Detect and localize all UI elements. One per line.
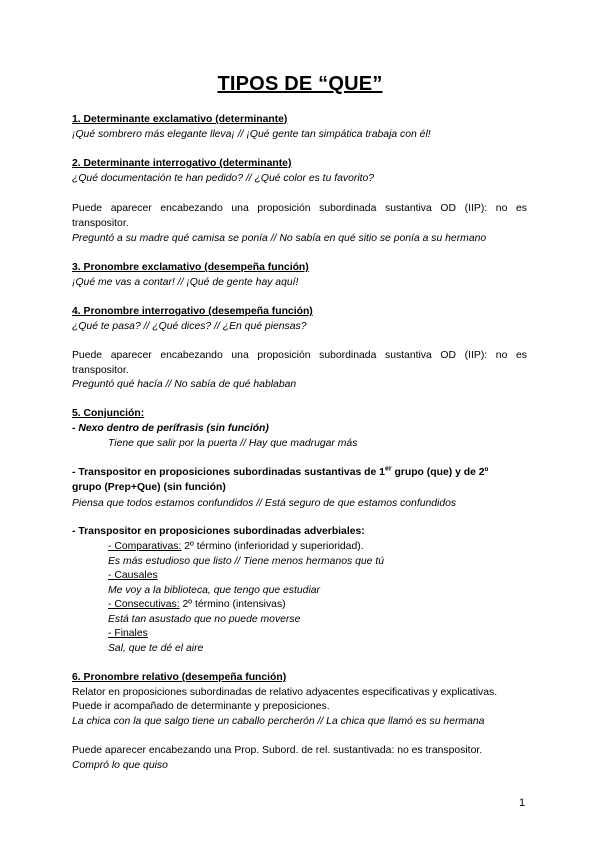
section-4-note-line1: Puede aparecer encabezando una proposición subordinada sustantiva OD (IIP): no es [72,350,527,361]
transpositor-sustantivas-example: Piensa que todos estamos confundidos // Está seguro de que estamos confundidos [72,498,457,509]
section-6-heading: 6. Pronombre relativo (desempeña función) [72,672,287,683]
nexo-perifrasis-label: - Nexo dentro de perífrasis (sin función) [72,423,269,434]
comparativas-example: Es más estudioso que listo // Tiene menos hermanos que tú [108,556,384,567]
section-6-note: Puede aparecer encabezando una Prop. Subord. de rel. sustantivada: no es transpositor. [72,745,483,756]
causales-example: Me voy a la biblioteca, que tengo que estudiar [108,585,320,596]
consecutivas-line [108,598,286,611]
section-2-example: ¿Qué documentación te han pedido? // ¿Qué color es tu favorito? [72,173,375,184]
section-3-heading: 3. Pronombre exclamativo (desempeña función) [72,262,309,273]
section-1-example: ¡Qué sombrero más elegante lleva¡ // ¡Qué gente tan simpática trabaja con él! [72,129,431,140]
transpositor-sustantivas-line2: grupo (Prep+Que) (sin función) [72,482,226,493]
section-4-heading: 4. Pronombre interrogativo (desempeña función) [72,306,313,317]
nexo-perifrasis-example: Tiene que salir por la puerta // Hay que madrugar más [108,438,358,449]
section-4-note-example: Preguntó qué hacía // No sabía de qué hablaban [72,379,297,390]
finales-label: - Finales [108,628,148,639]
section-6-line1: Relator en proposiciones subordinadas de relativo adyacentes especificativas y explicativas. [72,687,498,698]
section-1-heading: 1. Determinante exclamativo (determinante) [72,114,288,125]
section-2-heading: 2. Determinante interrogativo (determinante) [72,158,292,169]
causales-label: - Causales [108,570,158,581]
page-number: 1 [519,797,526,809]
section-5-heading: 5. Conjunción: [72,408,145,419]
section-3-example: ¡Qué me vas a contar! // ¡Qué de gente hay aquí! [72,277,299,288]
page-title: TIPOS DE “QUE” [217,73,383,95]
comparativas-line [108,540,364,553]
consecutivas-example: Está tan asustado que no puede moverse [108,614,301,625]
consecutivas-text: 2º término (intensivas) [179,599,286,610]
transpositor-adverbiales-label: - Transpositor en proposiciones subordinadas adverbiales: [72,526,365,537]
comparativas-label: - Comparativas: [108,541,182,552]
section-2-note-line2: transpositor. [72,218,129,229]
section-6-note-example: Compró lo que quiso [72,760,168,771]
transpositor-sustantivas-text-b: grupo (que) y de 2º [391,467,489,478]
transpositor-sustantivas-line1 [72,466,488,479]
section-2-note-line1: Puede aparecer encabezando una proposición subordinada sustantiva OD (IIP): no es [72,203,527,214]
superscript-er: er [384,465,392,473]
section-6-line2: Puede ir acompañado de determinante y preposiciones. [72,701,330,712]
finales-example: Sal, que te dé el aire [108,643,204,654]
consecutivas-label: - Consecutivas: [108,599,180,610]
section-4-note-line2: transpositor. [72,365,129,376]
section-6-example: La chica con la que salgo tiene un caballo percherón // La chica que llamó es su hermana [72,716,485,727]
comparativas-text: 2º término (inferioridad y superioridad). [181,541,364,552]
section-4-example: ¿Qué te pasa? // ¿Qué dices? // ¿En qué piensas? [72,321,307,332]
section-2-note-example: Preguntó a su madre qué camisa se ponía // No sabía en qué sitio se ponía a su hermano [72,233,487,244]
transpositor-sustantivas-text-a: - Transpositor en proposiciones subordinadas sustantivas de 1 [72,467,385,478]
